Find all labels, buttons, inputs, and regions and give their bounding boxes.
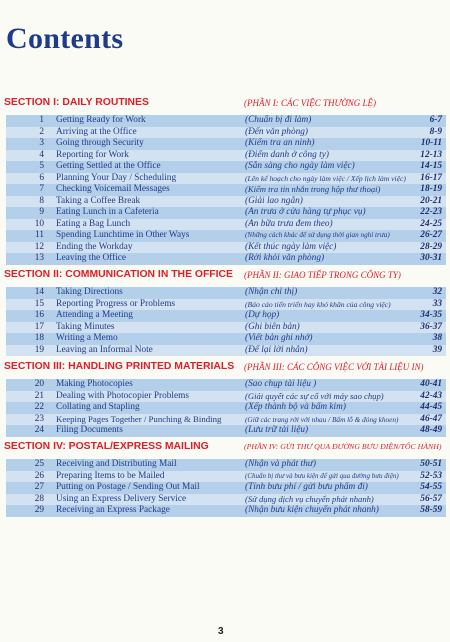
entry-vn-title: (Đến văn phòng) bbox=[245, 126, 308, 137]
entry-number: 17 bbox=[34, 321, 44, 332]
entry-pages: 8-9 bbox=[429, 126, 442, 137]
entry-pages: 10-11 bbox=[420, 138, 442, 148]
entry-number: 5 bbox=[39, 161, 44, 171]
section-label: SECTION IV: bbox=[4, 441, 66, 452]
entry-vn-title: (Chuẩn bị đi làm) bbox=[245, 115, 312, 125]
toc-entry[interactable] bbox=[6, 322, 446, 334]
entry-vn-title: (Kiểm tra an ninh) bbox=[245, 138, 315, 148]
entry-number: 11 bbox=[35, 230, 44, 240]
entry-number: 24 bbox=[34, 425, 44, 435]
section-title bbox=[4, 97, 149, 108]
entry-pages: 44-45 bbox=[420, 402, 442, 412]
entry-number: 18 bbox=[34, 333, 44, 343]
page-number: 3 bbox=[218, 626, 224, 637]
toc-entry[interactable] bbox=[6, 333, 446, 345]
toc-entry[interactable] bbox=[6, 173, 446, 185]
section-name: POSTAL/EXPRESS MAILING bbox=[68, 441, 209, 452]
entry-number: 6 bbox=[39, 172, 44, 183]
entry-vn-title: (Để lại lời nhắn) bbox=[245, 344, 308, 355]
section-4 bbox=[0, 440, 450, 517]
entry-title: Eating a Bag Lunch bbox=[56, 218, 131, 229]
toc-entry[interactable] bbox=[6, 287, 446, 299]
entry-number: 4 bbox=[39, 149, 44, 160]
entry-pages: 14-15 bbox=[420, 161, 442, 171]
entry-vn-title: (Nhận chỉ thị) bbox=[245, 287, 298, 297]
entry-title: Writing a Memo bbox=[56, 333, 118, 343]
section-title bbox=[4, 361, 234, 372]
section-label: SECTION II: bbox=[4, 269, 63, 280]
entry-title: Keeping Pages Together / Punching & Binding bbox=[56, 413, 222, 424]
entry-pages: 32 bbox=[432, 287, 442, 297]
entry-pages: 50-51 bbox=[420, 459, 442, 469]
entry-title: Making Photocopies bbox=[56, 379, 133, 389]
section-2 bbox=[0, 268, 450, 356]
entry-pages: 52-53 bbox=[420, 470, 442, 481]
entry-vn-title: (Sẵn sàng cho ngày làm việc) bbox=[245, 161, 355, 171]
entry-vn-title: (Nhận bưu kiện chuyển phát nhanh) bbox=[245, 505, 379, 515]
entry-vn-title: (Ăn trưa ở cửa hàng tự phục vụ) bbox=[245, 207, 366, 217]
toc-entry[interactable] bbox=[6, 471, 446, 483]
entry-pages: 58-59 bbox=[420, 505, 442, 515]
entry-vn-title: (Ăn bữa trưa đem theo) bbox=[245, 218, 333, 229]
entry-vn-title: (Sử dụng dịch vụ chuyển phát nhanh) bbox=[245, 493, 374, 504]
entry-title: Filing Documents bbox=[56, 425, 123, 435]
entry-number: 25 bbox=[34, 459, 44, 469]
entry-title: Spending Lunchtime in Other Ways bbox=[56, 230, 190, 240]
entry-pages: 33 bbox=[432, 298, 442, 309]
section-vn-title: (PHẦN II: GIAO TIẾP TRONG CÔNG TY) bbox=[244, 270, 401, 280]
entry-pages: 28-29 bbox=[420, 241, 442, 252]
section-header bbox=[0, 96, 450, 112]
entry-title: Receiving and Distributing Mail bbox=[56, 459, 177, 469]
entry-number: 7 bbox=[39, 184, 44, 194]
entry-list bbox=[0, 459, 450, 517]
toc-entry[interactable] bbox=[6, 391, 446, 403]
entry-number: 14 bbox=[34, 287, 44, 297]
entry-vn-title: (Lên kế hoạch cho ngày làm việc / Xếp lịch làm việc) bbox=[245, 173, 406, 183]
entry-pages: 46-47 bbox=[420, 413, 442, 424]
section-label: SECTION I: bbox=[4, 97, 60, 108]
toc-entry[interactable] bbox=[6, 379, 446, 391]
entry-vn-title: (Giữ các trang rời với nhau / Bấm lỗ & đóng khoen) bbox=[245, 414, 399, 424]
entry-number: 8 bbox=[39, 195, 44, 206]
toc-entry[interactable] bbox=[6, 310, 446, 322]
entry-vn-title: (Sao chụp tài liệu ) bbox=[245, 379, 317, 389]
entry-vn-title: (Nhận và phát thư) bbox=[245, 459, 316, 469]
toc-entry[interactable] bbox=[6, 482, 446, 494]
entry-number: 23 bbox=[34, 413, 44, 424]
section-header bbox=[0, 268, 450, 284]
section-label: SECTION III: bbox=[4, 361, 66, 372]
entry-title: Going through Security bbox=[56, 138, 144, 148]
section-vn-title: (PHẦN I: CÁC VIỆC THƯỜNG LỆ) bbox=[244, 98, 377, 108]
entry-title: Preparing Items to be Mailed bbox=[56, 470, 165, 481]
section-1 bbox=[0, 96, 450, 265]
entry-number: 27 bbox=[34, 482, 44, 492]
entry-number: 10 bbox=[34, 218, 44, 229]
toc-entry[interactable] bbox=[6, 138, 446, 150]
entry-number: 9 bbox=[39, 207, 44, 217]
toc-entry[interactable] bbox=[6, 345, 446, 357]
entry-title: Checking Voicemail Messages bbox=[56, 184, 170, 194]
entry-pages: 20-21 bbox=[420, 195, 442, 206]
entry-title: Collating and Stapling bbox=[56, 402, 140, 412]
entry-vn-title: (Dự họp) bbox=[245, 310, 280, 320]
section-name: DAILY ROUTINES bbox=[62, 97, 149, 108]
entry-number: 20 bbox=[34, 379, 44, 389]
toc-entry[interactable] bbox=[6, 115, 446, 127]
entry-vn-title: (Tính bưu phí / gửi bưu phẩm đi) bbox=[245, 482, 368, 492]
toc-entry[interactable] bbox=[6, 459, 446, 471]
toc-entry[interactable] bbox=[6, 196, 446, 208]
entry-title: Getting Ready for Work bbox=[56, 115, 146, 125]
entry-number: 19 bbox=[34, 344, 44, 355]
section-name: COMMUNICATION IN THE OFFICE bbox=[65, 269, 233, 280]
entry-title: Leaving an Informal Note bbox=[56, 344, 153, 355]
entry-vn-title: (Những cách khác để sử dụng thời gian nghỉ trưa) bbox=[245, 231, 390, 239]
entry-title: Leaving the Office bbox=[56, 253, 127, 263]
entry-pages: 26-27 bbox=[420, 230, 442, 240]
entry-vn-title: (Lưu trữ tài liệu) bbox=[245, 425, 309, 435]
toc-entry[interactable] bbox=[6, 414, 446, 426]
toc-entry[interactable] bbox=[6, 207, 446, 219]
entry-title: Getting Settled at the Office bbox=[56, 161, 161, 171]
entry-pages: 48-49 bbox=[420, 425, 442, 435]
entry-title: Ending the Workday bbox=[56, 241, 133, 252]
toc-entry[interactable] bbox=[6, 150, 446, 162]
entry-title: Receiving an Express Package bbox=[56, 505, 170, 515]
entry-number: 13 bbox=[34, 253, 44, 263]
toc-entry[interactable] bbox=[6, 402, 446, 414]
entry-pages: 6-7 bbox=[429, 115, 442, 125]
entry-pages: 30-31 bbox=[420, 253, 442, 263]
toc-entry[interactable] bbox=[6, 184, 446, 196]
entry-vn-title: (Ghi biên bản) bbox=[245, 321, 300, 332]
section-header bbox=[0, 440, 450, 456]
entry-number: 12 bbox=[34, 241, 44, 252]
entry-pages: 39 bbox=[432, 344, 442, 355]
entry-title: Taking Minutes bbox=[56, 321, 115, 332]
entry-pages: 40-41 bbox=[420, 379, 442, 389]
toc-entry[interactable] bbox=[6, 425, 446, 437]
entry-number: 26 bbox=[34, 470, 44, 481]
entry-number: 22 bbox=[34, 402, 44, 412]
entry-vn-title: (Báo cáo tiến triển hay khó khăn của công việc) bbox=[245, 299, 391, 309]
entry-number: 16 bbox=[34, 310, 44, 320]
entry-list bbox=[0, 379, 450, 437]
toc-entry[interactable] bbox=[6, 219, 446, 231]
entry-vn-title: (Điểm danh ở công ty) bbox=[245, 149, 329, 160]
entry-title: Arriving at the Office bbox=[56, 126, 137, 137]
section-vn-title: (PHẦN III: CÁC CÔNG VIỆC VỚI TÀI LIỆU IN) bbox=[244, 362, 424, 372]
entry-pages: 54-55 bbox=[420, 482, 442, 492]
section-3 bbox=[0, 360, 450, 437]
entry-pages: 42-43 bbox=[420, 390, 442, 401]
entry-pages: 36-37 bbox=[420, 321, 442, 332]
entry-title: Dealing with Photocopier Problems bbox=[56, 390, 189, 401]
toc-entry[interactable] bbox=[6, 161, 446, 173]
entry-title: Attending a Meeting bbox=[56, 310, 133, 320]
page-title: Contents bbox=[6, 22, 124, 55]
entry-vn-title: (Giải quyết các sự cố với máy sao chụp) bbox=[245, 390, 384, 401]
toc-entry[interactable] bbox=[6, 505, 446, 517]
entry-number: 29 bbox=[34, 505, 44, 515]
toc-entry[interactable] bbox=[6, 127, 446, 139]
section-title bbox=[4, 269, 233, 280]
entry-vn-title: (Giải lao ngắn) bbox=[245, 195, 303, 206]
entry-title: Reporting for Work bbox=[56, 149, 129, 160]
entry-vn-title: (Chuẩn bị thư và bưu kiện để gửi qua đường bưu điện) bbox=[245, 471, 399, 480]
entry-pages: 16-17 bbox=[420, 172, 442, 183]
section-header bbox=[0, 360, 450, 376]
section-name: HANDLING PRINTED MATERIALS bbox=[68, 361, 235, 372]
section-vn-title: (PHẦN IV: GỬI THƯ QUA ĐƯỜNG BƯU ĐIỆN/TỐC HÀNH) bbox=[244, 442, 442, 451]
toc-entry[interactable] bbox=[6, 494, 446, 506]
toc-entry[interactable] bbox=[6, 230, 446, 242]
entry-pages: 22-23 bbox=[420, 207, 442, 217]
entry-vn-title: (Kết thúc ngày làm việc) bbox=[245, 241, 337, 252]
entry-pages: 38 bbox=[432, 333, 442, 343]
entry-vn-title: (Xếp thành bộ và bấm kim) bbox=[245, 402, 346, 412]
entry-title: Planning Your Day / Scheduling bbox=[56, 172, 177, 183]
entry-number: 28 bbox=[34, 493, 44, 504]
entry-number: 21 bbox=[34, 390, 44, 401]
toc-entry[interactable] bbox=[6, 299, 446, 311]
entry-list bbox=[0, 115, 450, 265]
toc-entry[interactable] bbox=[6, 242, 446, 254]
entry-list bbox=[0, 287, 450, 356]
section-title bbox=[4, 441, 209, 452]
entry-pages: 24-25 bbox=[420, 218, 442, 229]
entry-vn-title: (Rời khỏi văn phòng) bbox=[245, 253, 325, 263]
entry-pages: 12-13 bbox=[420, 149, 442, 160]
entry-number: 1 bbox=[39, 115, 44, 125]
entry-number: 2 bbox=[39, 126, 44, 137]
entry-title: Taking Directions bbox=[56, 287, 123, 297]
entry-number: 3 bbox=[39, 138, 44, 148]
entry-title: Taking a Coffee Break bbox=[56, 195, 141, 206]
entry-title: Reporting Progress or Problems bbox=[56, 298, 176, 309]
entry-title: Eating Lunch in a Cafeteria bbox=[56, 207, 159, 217]
entry-pages: 56-57 bbox=[420, 493, 442, 504]
entry-pages: 34-35 bbox=[420, 310, 442, 320]
entry-title: Putting on Postage / Sending Out Mail bbox=[56, 482, 200, 492]
entry-vn-title: (Viết bản ghi nhớ) bbox=[245, 333, 313, 343]
toc-entry[interactable] bbox=[6, 253, 446, 265]
entry-title: Using an Express Delivery Service bbox=[56, 493, 187, 504]
entry-pages: 18-19 bbox=[420, 184, 442, 194]
entry-vn-title: (Kiểm tra tin nhắn trong hộp thư thoại) bbox=[245, 184, 381, 194]
entry-number: 15 bbox=[34, 298, 44, 309]
